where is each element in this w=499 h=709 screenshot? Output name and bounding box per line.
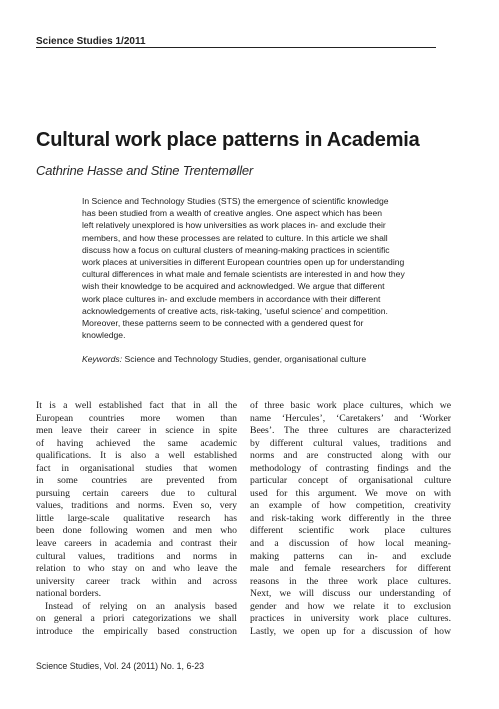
header-rule (36, 47, 436, 48)
abstract-line: work place cultures in- and exclude members in accordance with their different (82, 293, 381, 304)
abstract-line: acknowledgements of creative acts, risk-taking, ‘useful science’ and competition. (82, 305, 388, 316)
abstract-line: In Science and Technology Studies (STS) the emergence of scientific knowledge (82, 196, 389, 206)
abstract (82, 195, 405, 341)
body-line: fact in organisational studies that women (36, 462, 237, 474)
body-line: used for this argument. We move on with (250, 487, 451, 499)
body-line: It is a well established fact that in all the (36, 400, 237, 411)
body-line: and risk-taking work differently in the three (250, 512, 451, 524)
body-line: Lastly, we open up for a discussion of how (250, 625, 451, 637)
body-line: reasons in the three work place cultures. (250, 575, 451, 587)
body-line: European countries more women than (36, 412, 237, 424)
keywords-label: Keywords: (82, 354, 123, 364)
footer-citation: Science Studies, Vol. 24 (2011) No. 1, 6-23 (36, 661, 205, 671)
body-line: introduce the empirically based construction (36, 625, 237, 637)
abstract-line: left relatively unexplored is how universities as work places in- and exclude their (82, 220, 386, 231)
body-line: particular concept of organisational culture (250, 475, 451, 487)
abstract-line: cultural differences in what male and female scientists are interested in and how they (82, 269, 405, 280)
body-line: male and female researchers for different (250, 563, 451, 575)
keywords-text: Science and Technology Studies, gender, organisational culture (124, 354, 367, 364)
body-line: practices in university work place cultures. (250, 613, 451, 625)
body-line: qualifications. It is also a well established (36, 450, 237, 462)
body-line: different scientific work place cultures (250, 525, 451, 537)
body-line: Instead of relying on an analysis based (45, 600, 237, 612)
body-line: university career track within and across (36, 575, 237, 587)
body-line: men leave their career in science in spite (36, 425, 237, 437)
abstract-line: discuss how a focus on cultural clusters of meaning-making practices in scientific (82, 244, 390, 255)
body-line: and a discussion of how local meaning- (250, 538, 451, 550)
article-authors: Cathrine Hasse and Stine Trentemøller (36, 163, 254, 178)
journal-header: Science Studies 1/2011 (36, 36, 146, 47)
article-title: Cultural work place patterns in Academia (36, 129, 420, 151)
body-line: been done following women and men who (36, 525, 237, 537)
body-line: Bees’. The three cultures are characterized (250, 425, 451, 437)
body-left-column (36, 400, 237, 638)
body-line: values, traditions and norms. Even so, very (36, 500, 237, 512)
body-line: name ‘Hercules’, ‘Caretakers’ and ‘Worker (250, 412, 451, 424)
body-line: by different cultural values, traditions and (250, 437, 451, 449)
body-line: Next, we will discuss our understanding of (250, 588, 451, 600)
body-line: cultural values, traditions and norms in (36, 550, 237, 562)
body-line: of having achieved the same academic (36, 437, 237, 449)
body-line: in some countries are prevented from (36, 475, 237, 487)
body-line: relation to who stay on and who leave the (36, 563, 237, 575)
body-line: of three basic work place cultures, which we (250, 400, 451, 411)
body-line: on general a priori categorizations we shall (36, 613, 237, 625)
body-line: gender and how we relate it to exclusion (250, 600, 451, 612)
abstract-line: knowledge. (82, 330, 126, 341)
body-line: methodology of contrasting findings and the (250, 462, 451, 474)
body-line: national borders. (36, 588, 102, 600)
body-right-column (250, 400, 451, 638)
abstract-line: members, and how these processes are related to culture. In this article we shall (82, 232, 388, 243)
abstract-line: work places at universities in different European countries open up for understanding (82, 256, 405, 267)
abstract-line: has been studied from a wealth of creative angles. One aspect which has been (82, 208, 383, 219)
abstract-line: Moreover, these patterns seem to be connected with a gendered quest for (82, 317, 364, 328)
body-line: pursuing certain careers due to cultural (36, 487, 237, 499)
body-line: norms and are constructed along with our (250, 450, 451, 462)
abstract-line: wish their knowledge to be acquired and acknowledged. We argue that different (82, 281, 385, 292)
body-line: little large-scale qualitative research has (36, 512, 237, 524)
body-line: making patterns can in- and exclude (250, 550, 451, 562)
body-line: an example of how competition, creativity (250, 500, 451, 512)
keywords (82, 354, 366, 364)
body-line: leave careers in academia and contrast their (36, 538, 237, 550)
